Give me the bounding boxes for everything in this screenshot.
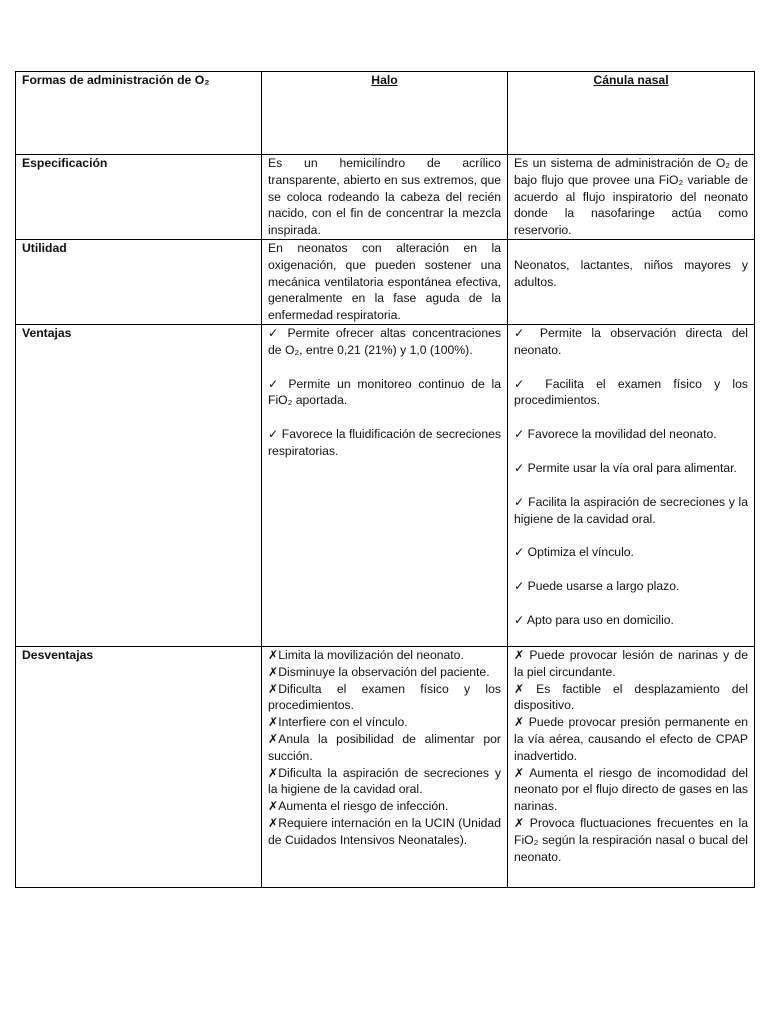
list-item: ✗ Puede provocar lesión de narinas y de la piel circundante. <box>514 647 748 679</box>
column-header-halo-text: Halo <box>371 73 398 87</box>
cell-utilidad-canula-text: Neonatos, lactantes, niños mayores y adultos. <box>514 257 748 289</box>
list-item: ✗Limita la movilización del neonato. <box>268 647 464 662</box>
cell-desventajas-canula <box>508 646 755 887</box>
list-item: ✗ Es factible el desplazamiento del dispositivo. <box>514 681 748 713</box>
row-label-desventajas: Desventajas <box>16 646 262 887</box>
list-item: ✓ Favorece la fluidificación de secreciones respiratorias. <box>268 427 501 458</box>
table-row-ventajas <box>16 324 755 646</box>
list-item: ✓ Permite la observación directa del neonato. <box>514 325 748 357</box>
list-item: ✓ Puede usarse a largo plazo. <box>514 579 680 594</box>
list-item: ✓ Facilita la aspiración de secreciones y la higiene de la cavidad oral. <box>514 494 748 526</box>
table-row-especificacion <box>16 155 755 240</box>
list-item: ✗Anula la posibilidad de alimentar por succión. <box>268 731 501 763</box>
cell-ventajas-canula <box>508 324 755 646</box>
table-row-utilidad <box>16 239 755 324</box>
list-item: ✓ Permite ofrecer altas concentraciones de O₂, entre 0,21 (21%) y 1,0 (100%). <box>268 325 501 357</box>
list-item: ✗Aumenta el riesgo de infección. <box>268 799 449 814</box>
list-item: ✗ Puede provocar presión permanente en la vía aérea, causando el efecto de CPAP inadvertido. <box>514 715 748 763</box>
cell-utilidad-halo: En neonatos con alteración en la oxigenación, que pueden sostener una mecánica ventilatoria espontánea efectiva, generalmente en la fase aguda de la enfermedad respiratoria. <box>262 239 508 324</box>
list-item: ✓ Facilita el examen físico y los procedimientos. <box>514 376 748 408</box>
table-row-desventajas <box>16 646 755 887</box>
list-item: ✗ Aumenta el riesgo de incomodidad del neonato por el flujo directo de gases en las narinas. <box>514 765 748 814</box>
list-item: ✗Disminuye la observación del paciente. <box>268 664 490 679</box>
list-item: ✗Dificulta la aspiración de secreciones y la higiene de la cavidad oral. <box>268 765 501 797</box>
row-label-especificacion: Especificación <box>16 155 262 240</box>
row-label-ventajas: Ventajas <box>16 324 262 646</box>
cell-especificacion-canula: Es un sistema de administración de O₂ de bajo flujo que provee una FiO₂ variable de acuerdo al flujo inspiratorio del neonato donde la nasofaringe actúa como reservorio. <box>508 155 755 240</box>
list-item: ✗Interfiere con el vínculo. <box>268 715 408 730</box>
cell-desventajas-halo <box>262 646 508 887</box>
cell-especificacion-halo: Es un hemicilíndro de acrílico transparente, abierto en sus extremos, que se coloca rodeando la cabeza del recién nacido, con el fin de concentrar la mezcla inspirada. <box>262 155 508 240</box>
cell-utilidad-canula <box>508 239 755 324</box>
column-header-canula-text: Cánula nasal <box>593 73 669 87</box>
list-item: ✓ Permite usar la vía oral para alimentar. <box>514 460 737 475</box>
list-item: ✓ Optimiza el vínculo. <box>514 545 634 560</box>
column-header-halo <box>262 72 508 155</box>
list-item: ✗Requiere internación en la UCIN (Unidad de Cuidados Intensivos Neonatales). <box>268 815 501 847</box>
header-row-label: Formas de administración de O₂ <box>16 72 262 155</box>
list-item: ✗Dificulta el examen físico y los procedimientos. <box>268 681 501 713</box>
list-item: ✓ Favorece la movilidad del neonato. <box>514 427 717 442</box>
column-header-canula <box>508 72 755 155</box>
list-item: ✓ Apto para uso en domicilio. <box>514 612 674 627</box>
comparison-table <box>15 71 755 888</box>
row-label-utilidad: Utilidad <box>16 239 262 324</box>
list-item: ✗ Provoca fluctuaciones frecuentes en la FiO₂ según la respiración nasal o bucal del neonato. <box>514 815 748 864</box>
header-row <box>16 72 755 155</box>
cell-ventajas-halo <box>262 324 508 646</box>
list-item: ✓ Permite un monitoreo continuo de la FiO₂ aportada. <box>268 376 501 408</box>
